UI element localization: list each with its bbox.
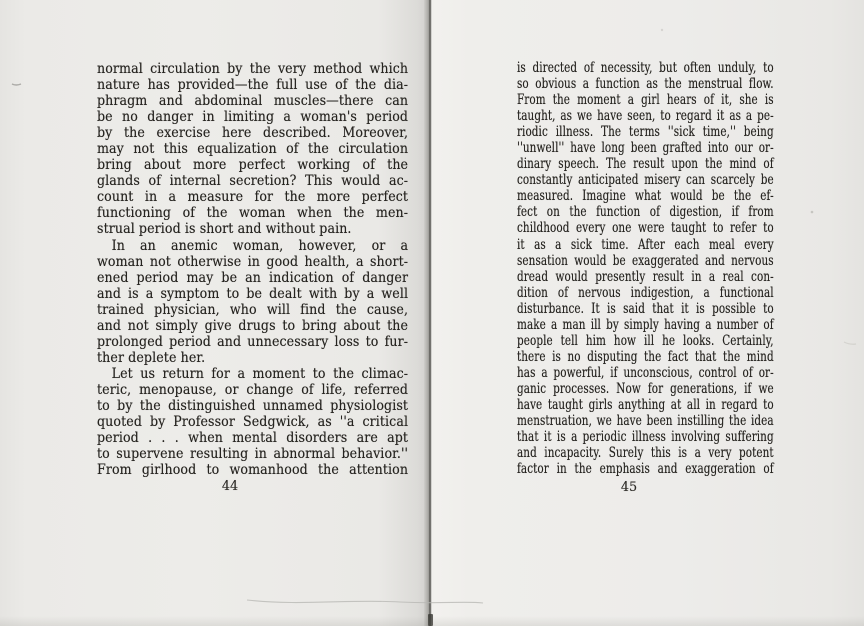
text-line: and incapacity. Surely this is a very potent bbox=[517, 445, 774, 462]
text-line: and not simply give drugs to bring about the bbox=[97, 317, 409, 334]
text-line: ganic processes. Now for generations, if we bbox=[517, 380, 774, 397]
text-line: ''unwell'' have long been grafted into our or- bbox=[517, 140, 774, 157]
text-line: disturbance. It is said that it is possible to bbox=[517, 300, 774, 317]
text-line: that it is a periodic illness involving suffering bbox=[517, 429, 774, 446]
text-line: there is no disputing the fact that the mind bbox=[517, 348, 774, 365]
text-line: taught, as we have seen, to regard it as a pe- bbox=[517, 108, 774, 125]
text-line: ther deplete her. bbox=[97, 349, 206, 366]
text-line: bring about more perfect working of the bbox=[97, 157, 409, 174]
text-line: period . . . when mental disorders are apt bbox=[97, 430, 409, 447]
text-line: measured. Imagine what would be the ef- bbox=[517, 188, 774, 205]
text-line: by the exercise here described. Moreover, bbox=[97, 125, 409, 142]
text-line: quoted by Professor Sedgwick, as ''a critical bbox=[97, 414, 409, 431]
text-line: prolonged period and unnecessary loss to fur- bbox=[97, 333, 409, 350]
left-page-text bbox=[97, 61, 408, 478]
text-line: ened period may be an indication of danger bbox=[97, 269, 409, 286]
text-line: may not this equalization of the circulation bbox=[97, 141, 409, 158]
text-line: woman not otherwise in good health, a short- bbox=[97, 253, 409, 270]
text-line: trained physician, who will find the cause, bbox=[97, 301, 409, 318]
text-line: count in a measure for the more perfect bbox=[97, 189, 409, 206]
text-line: make a man ill by simply having a number of bbox=[517, 316, 774, 333]
text-line: menstruation, we have been instilling the idea bbox=[517, 413, 774, 430]
text-line: functioning of the woman when the men- bbox=[97, 205, 409, 222]
page-number: 44 bbox=[221, 479, 239, 494]
text-line: has a powerful, if unconscious, control of or- bbox=[517, 364, 774, 381]
text-line: be no danger in limiting a woman's period bbox=[97, 109, 409, 126]
text-line: have taught girls anything at all in regard to bbox=[517, 396, 774, 413]
right-page-text bbox=[517, 60, 774, 477]
text-line: factor in the emphasis and exaggeration of bbox=[517, 461, 774, 478]
text-line: childhood every one were taught to refer to bbox=[517, 220, 774, 237]
text-line: nature has provided—the full use of the dia- bbox=[97, 77, 409, 94]
gutter-foot-mark bbox=[428, 614, 433, 626]
text-line: From the moment a girl hears of it, she is bbox=[517, 92, 774, 109]
text-line: In an anemic woman, however, or a bbox=[111, 237, 409, 254]
text-line: dread would presently result in a real con- bbox=[517, 268, 774, 285]
text-line: From girlhood to womanhood the attention bbox=[97, 462, 409, 479]
text-line: to by the distinguished unnamed physiologist bbox=[97, 397, 409, 414]
text-line: and is a symptom to be dealt with by a well bbox=[97, 285, 409, 302]
page-number: 45 bbox=[620, 480, 638, 495]
text-line: strual period is short and without pain. bbox=[97, 221, 352, 238]
text-line: teric, menopause, or change of life, referred bbox=[97, 381, 409, 398]
text-line: Let us return for a moment to the climac- bbox=[111, 365, 409, 382]
text-line: phragm and abdominal muscles—there can bbox=[97, 93, 409, 110]
text-line: is directed of necessity, but often unduly, to bbox=[517, 60, 774, 76]
text-line: it as a sick time. After each meal every bbox=[517, 236, 774, 253]
text-line: sensation would be exaggerated and nervous bbox=[517, 252, 774, 269]
text-line: riodic illness. The terms ''sick time,'' being bbox=[517, 124, 774, 141]
text-line: fect on the function of digestion, if from bbox=[517, 204, 774, 221]
text-line: dition of nervous indigestion, a functional bbox=[517, 284, 774, 301]
text-line: to supervene resulting in abnormal behavior.'' bbox=[97, 446, 409, 463]
text-line: dinary speech. The result upon the mind of bbox=[517, 156, 774, 173]
text-line: glands of internal secretion? This would ac- bbox=[97, 173, 409, 190]
text-line: constantly anticipated misery can scarcely be bbox=[517, 172, 774, 189]
text-line: so obvious a function as the menstrual flow. bbox=[517, 76, 774, 93]
gutter-shadow bbox=[424, 0, 434, 626]
text-line: normal circulation by the very method which bbox=[97, 61, 409, 77]
text-line: people tell him how ill he looks. Certainly, bbox=[517, 332, 774, 349]
